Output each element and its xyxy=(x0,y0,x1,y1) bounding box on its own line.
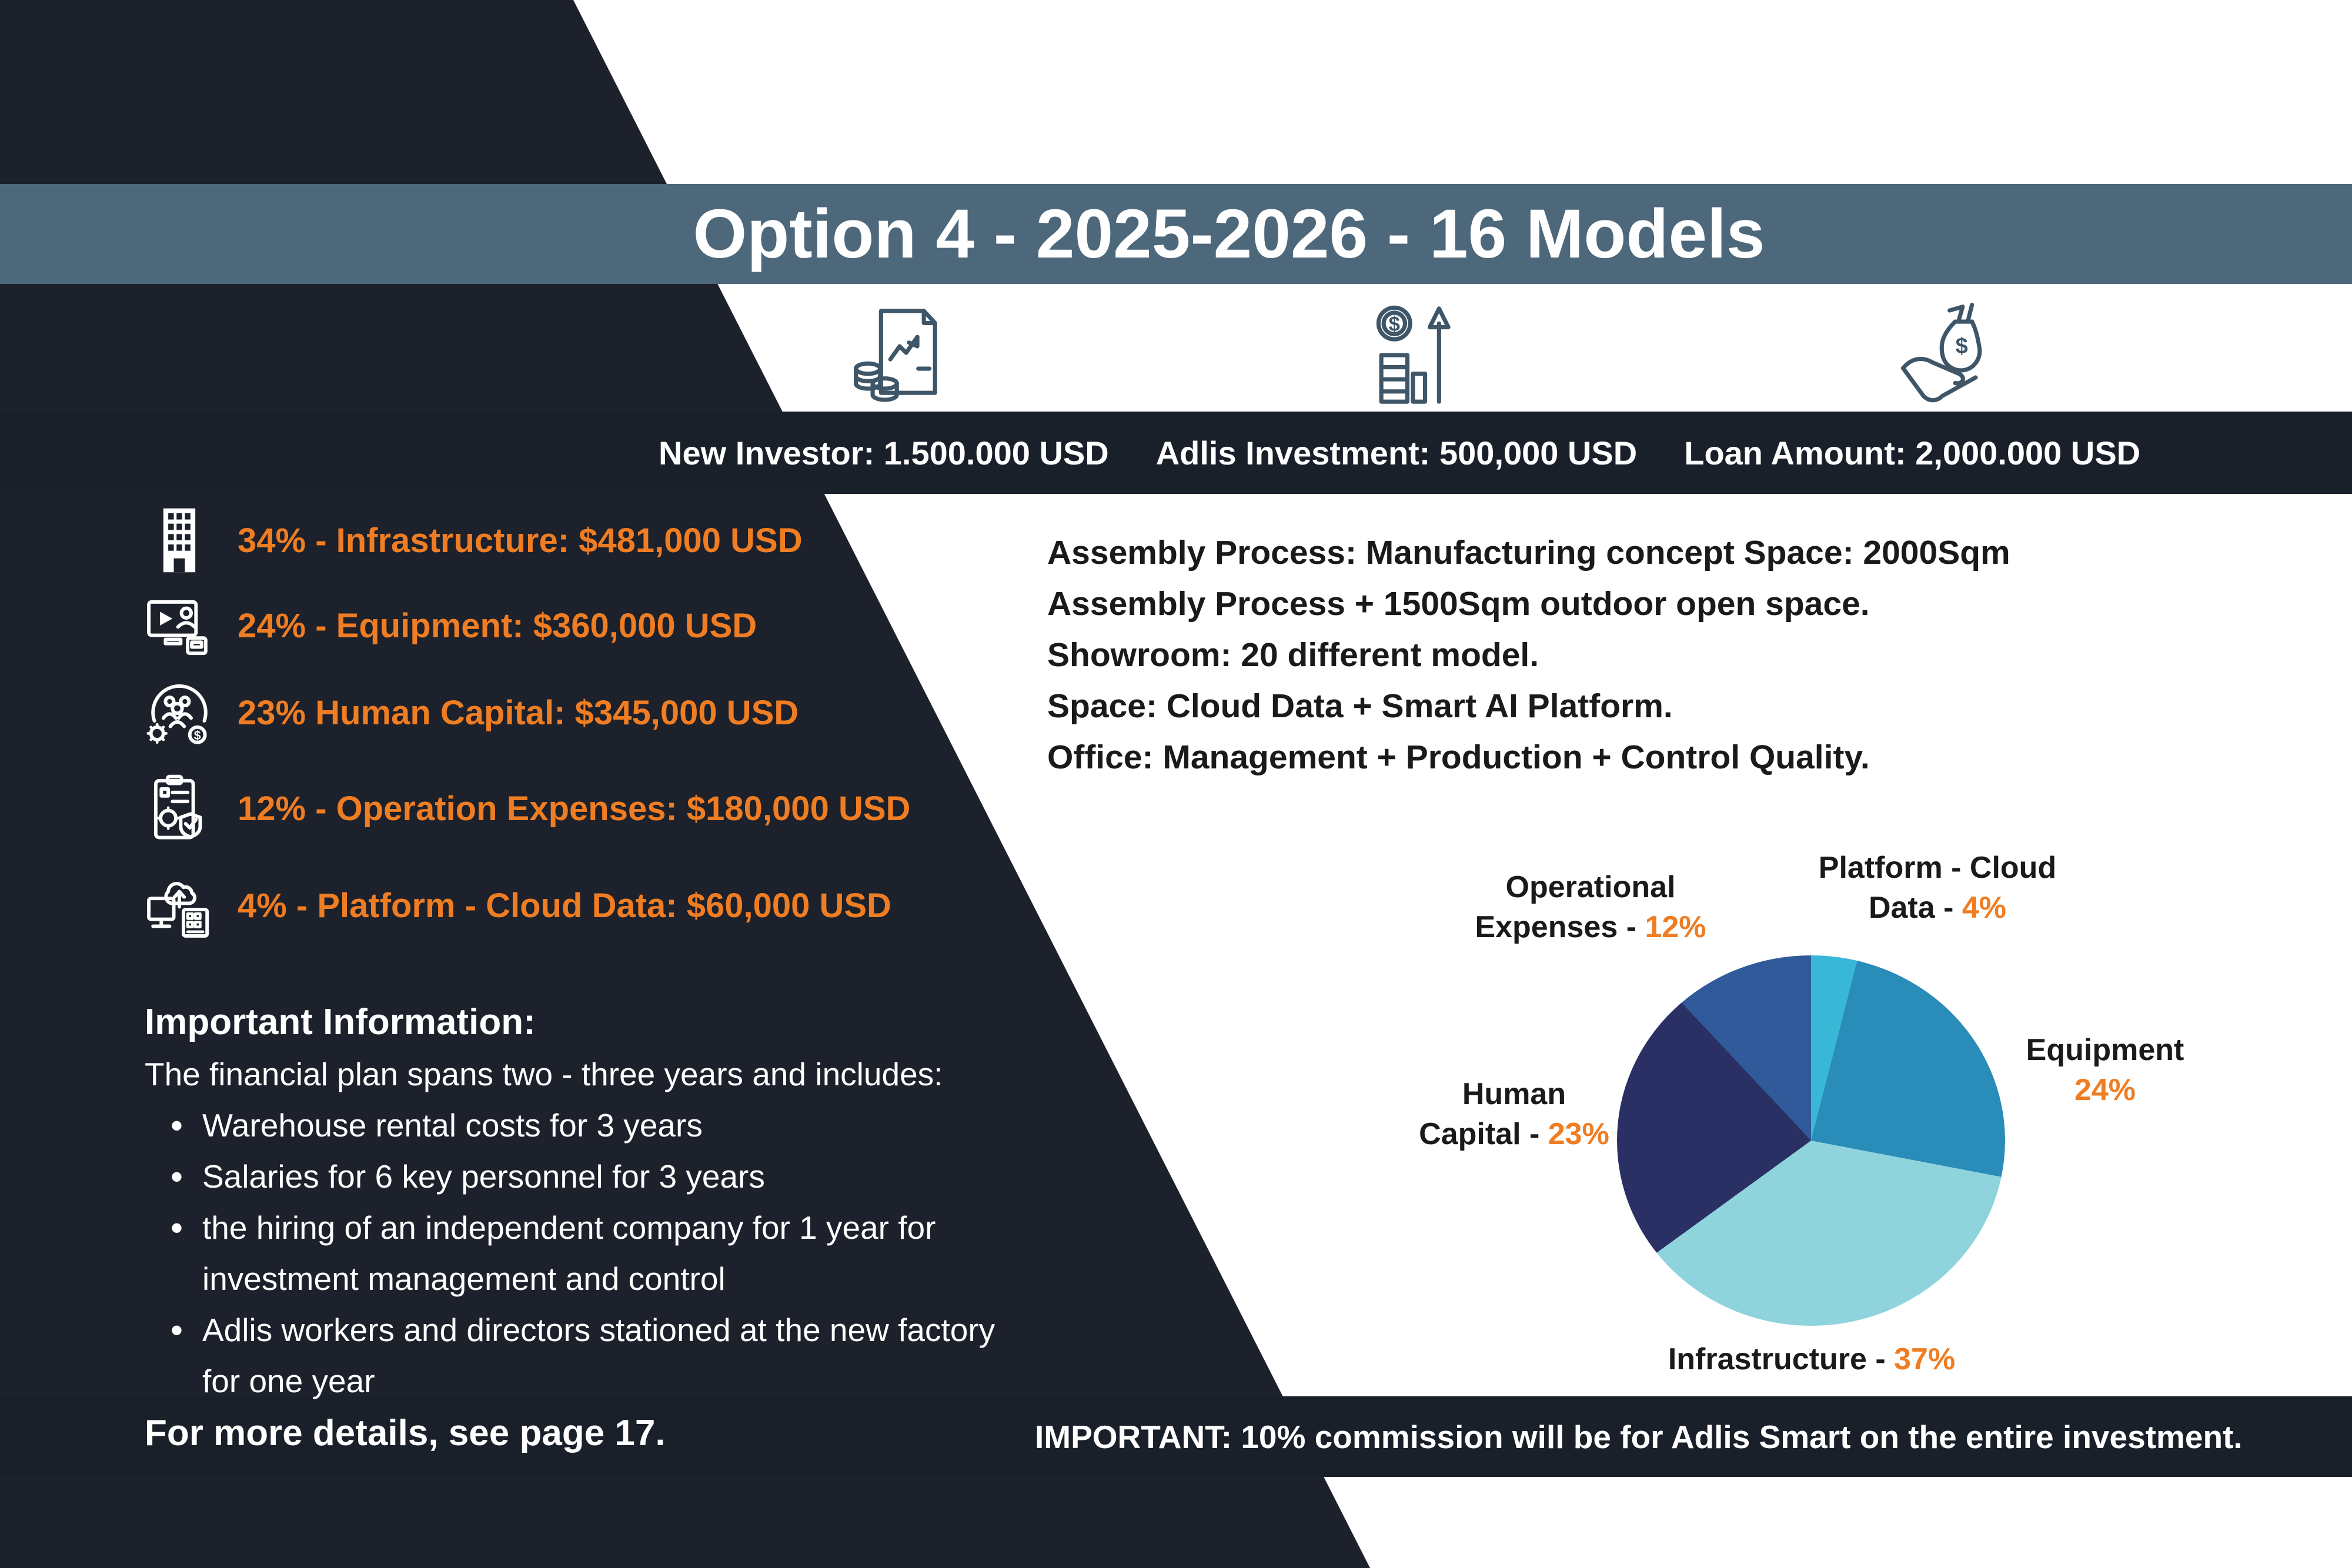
important-information-heading: Important Information: xyxy=(145,1002,536,1042)
coin-growth-arrow-icon xyxy=(1357,299,1469,411)
funding-summary-bar xyxy=(0,412,2352,494)
budget-item-operation-expenses xyxy=(145,770,910,847)
human-capital-icon xyxy=(145,678,214,747)
commission-note: IMPORTANT: 10% commission will be for Adlis Smart on the entire investment. xyxy=(1035,1418,2243,1455)
facility-line: Assembly Process: Manufacturing concept Space: 2000Sqm xyxy=(1047,534,2010,571)
budget-label: 12% - Operation Expenses: $180,000 USD xyxy=(238,789,911,828)
building-icon xyxy=(145,506,214,575)
budget-item-equipment xyxy=(145,587,757,664)
important-information-list xyxy=(145,1100,1025,1407)
cloud-platform-icon xyxy=(145,871,214,940)
pie-label-percent: 4% xyxy=(1962,891,2007,925)
budget-label: 23% Human Capital: $345,000 USD xyxy=(238,693,799,732)
pie-label-percent: 37% xyxy=(1894,1342,1956,1376)
document-chart-coins-icon xyxy=(844,302,956,413)
pie-label-percent: 23% xyxy=(1548,1117,1609,1151)
svg-text:$: $ xyxy=(1388,312,1401,336)
budget-item-human-capital xyxy=(145,674,799,751)
list-item: • Warehouse rental costs for 3 years xyxy=(145,1100,1025,1151)
loan-amount: Loan Amount: 2,000.000 USD xyxy=(1684,434,2141,472)
facility-details-block xyxy=(1047,527,2311,783)
facility-line: Office: Management + Production + Control Quality. xyxy=(1047,738,1870,776)
pie-label-operational-expenses xyxy=(1385,867,1796,947)
budget-item-cloud-platform xyxy=(145,867,891,944)
page-title: Option 4 - 2025-2026 - 16 Models xyxy=(693,195,1765,273)
title-band xyxy=(0,184,2352,284)
svg-text:$: $ xyxy=(1955,333,1968,359)
pie-label-text: Capital - xyxy=(1419,1117,1548,1151)
facility-line: Assembly Process + 1500Sqm outdoor open space. xyxy=(1047,585,1870,623)
pie-label-text: Data - xyxy=(1868,891,1962,925)
pie-label-percent: 12% xyxy=(1645,910,1706,944)
pie-label-text: Platform - Cloud xyxy=(1818,851,2057,885)
budget-label: 4% - Platform - Cloud Data: $60,000 USD xyxy=(238,886,891,925)
important-information-intro: The financial plan spans two - three years and includes: xyxy=(145,1056,943,1092)
pie-label-text: Equipment xyxy=(2026,1033,2184,1067)
pie-label-percent: 24% xyxy=(2074,1073,2136,1107)
pie-label-text: Infrastructure - xyxy=(1668,1342,1895,1376)
header-icon-row xyxy=(0,297,2352,414)
hand-money-bag-icon xyxy=(1886,299,1998,411)
facility-line: Showroom: 20 different model. xyxy=(1047,636,1539,674)
pie-label-text: Human xyxy=(1462,1077,1566,1111)
list-item: • Adlis workers and directors stationed at the new factory for one year xyxy=(145,1305,1025,1407)
budget-item-infrastructure xyxy=(145,502,803,579)
adlis-investment-amount: Adlis Investment: 500,000 USD xyxy=(1155,434,1638,472)
pie-label-equipment xyxy=(1899,1030,2311,1110)
list-item: • the hiring of an independent company for 1 year for investment management and control xyxy=(145,1202,1025,1305)
see-page-note: For more details, see page 17. xyxy=(145,1413,666,1453)
list-item: • Salaries for 6 key personnel for 3 years xyxy=(145,1151,1025,1202)
budget-label: 24% - Equipment: $360,000 USD xyxy=(238,606,757,645)
pie-label-text: Expenses - xyxy=(1475,910,1645,944)
pie-label-text: Operational xyxy=(1505,870,1676,904)
important-information-block xyxy=(145,997,1062,1460)
equipment-monitor-icon xyxy=(145,591,214,660)
new-investor-amount: New Investor: 1.500.000 USD xyxy=(659,434,1109,472)
budget-label: 34% - Infrastructure: $481,000 USD xyxy=(238,521,803,560)
pie-label-human-capital xyxy=(1308,1074,1720,1154)
pie-label-infrastructure xyxy=(1459,1339,2164,1379)
facility-line: Space: Cloud Data + Smart AI Platform. xyxy=(1047,687,1673,725)
operation-expenses-icon xyxy=(145,774,214,843)
svg-text:$: $ xyxy=(193,728,201,743)
